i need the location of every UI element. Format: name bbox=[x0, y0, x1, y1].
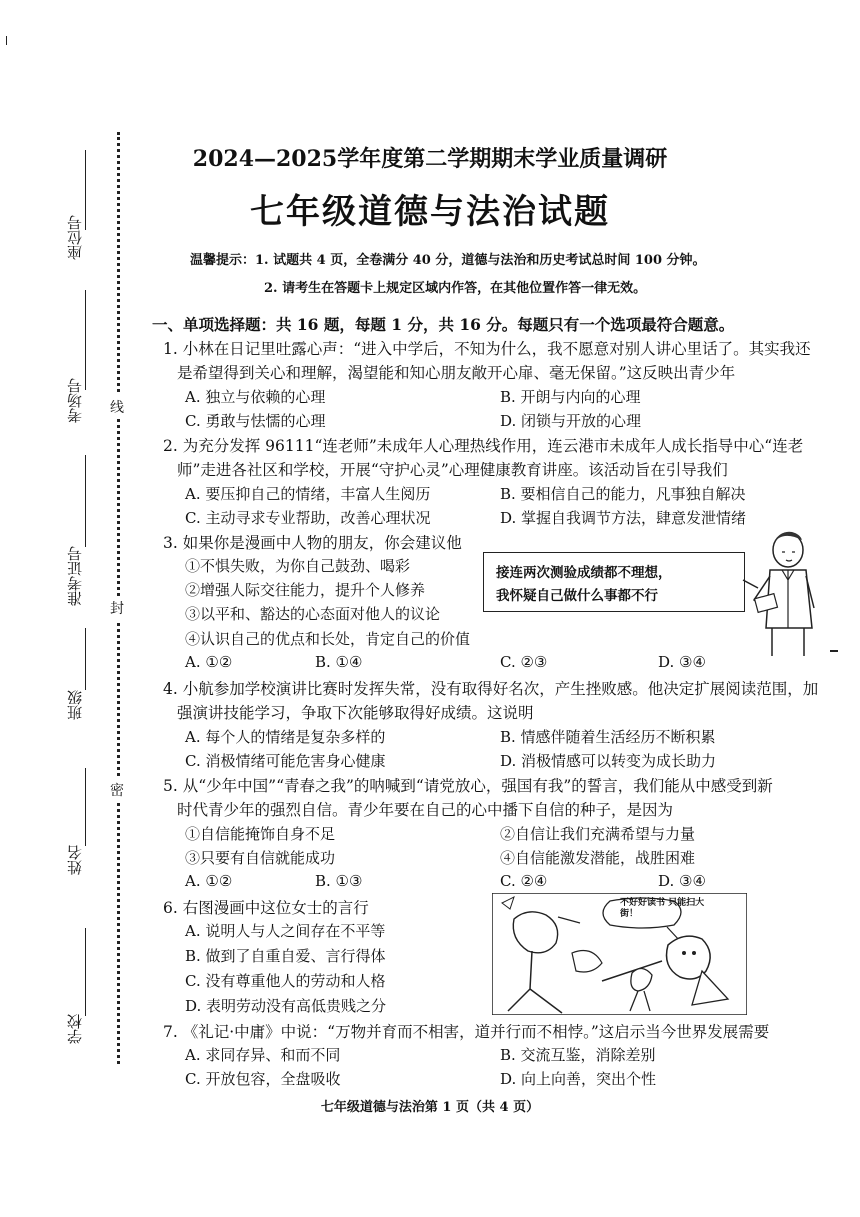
scan-tick bbox=[830, 650, 838, 652]
section-heading: 一、单项选择题：共 16 题，每题 1 分，共 16 分。每题只有一个选项最符合题意。 bbox=[152, 315, 735, 334]
seat-number-label: 座位号 bbox=[66, 215, 84, 260]
page-footer: 七年级道德与法治第 1 页（共 4 页） bbox=[320, 1100, 540, 1115]
scan-mark bbox=[6, 36, 7, 45]
speech-bubble bbox=[483, 552, 745, 612]
q4-option-c: C. 消极情绪可能危害身心健康 bbox=[185, 752, 386, 770]
q5-option-c: C. ②④ bbox=[500, 872, 548, 890]
tip-line-1: 温馨提示：1. 试题共 4 页，全卷满分 40 分，道德与法治和历史考试总时间 100 分钟。 bbox=[190, 253, 706, 268]
tip-line-2: 2. 请考生在答题卡上规定区域内作答，在其他位置作答一律无效。 bbox=[264, 281, 647, 296]
q6-option-c: C. 没有尊重他人的劳动和人格 bbox=[185, 972, 386, 990]
q7-stem: 7. 《礼记·中庸》中说：“万物并育而不相害，道并行而不相悖。”这启示当今世界发展需要 bbox=[163, 1023, 770, 1041]
q5-option-b: B. ①③ bbox=[315, 872, 363, 890]
admission-number-label: 准考证号 bbox=[66, 546, 84, 606]
class-label: 班级 bbox=[66, 690, 84, 720]
q2-option-b: B. 要相信自己的能力，凡事独自解决 bbox=[500, 485, 746, 503]
exam-title: 2024—2025学年度第二学期期末学业质量调研 bbox=[192, 146, 668, 172]
exam-room-label: 考场号 bbox=[66, 378, 84, 423]
q6-stem: 6. 右图漫画中这位女士的言行 bbox=[163, 899, 369, 917]
q3-option-a: A. ①② bbox=[185, 653, 233, 671]
class-line bbox=[85, 628, 86, 690]
q2-option-a: A. 要压抑自己的情绪，丰富人生阅历 bbox=[185, 485, 431, 503]
q7-option-c: C. 开放包容，全盘吸收 bbox=[185, 1070, 341, 1088]
school-label: 学校 bbox=[66, 1014, 84, 1044]
q5-statement-3: ③只要有自信就能成功 bbox=[185, 849, 336, 867]
admission-number-line bbox=[85, 455, 86, 547]
exam-room-line bbox=[85, 290, 86, 390]
name-label: 姓名 bbox=[66, 845, 84, 875]
q6-option-d: D. 表明劳动没有高低贵贱之分 bbox=[185, 997, 387, 1015]
q3-option-b: B. ①④ bbox=[315, 653, 363, 671]
school-line bbox=[85, 928, 86, 1016]
q4-option-a: A. 每个人的情绪是复杂多样的 bbox=[185, 728, 386, 746]
q5-option-d: D. ③④ bbox=[658, 872, 706, 890]
q3-option-d: D. ③④ bbox=[658, 653, 706, 671]
q2-stem-line2: 师”走进各社区和学校，开展“守护心灵”心理健康教育讲座。该活动旨在引导我们 bbox=[177, 461, 728, 479]
q2-stem-line1: 2. 为充分发挥 96111“连老师”未成年人心理热线作用，连云港市未成年人成长指导中心“连老 bbox=[163, 437, 804, 455]
q5-statement-1: ①自信能掩饰自身不足 bbox=[185, 825, 336, 843]
q4-stem-line2: 强演讲技能学习，争取下次能够取得好成绩。这说明 bbox=[177, 704, 534, 722]
q5-statement-4: ④自信能激发潜能，战胜困难 bbox=[500, 849, 696, 867]
q1-option-a: A. 独立与依赖的心理 bbox=[185, 388, 326, 406]
q6-option-b: B. 做到了自重自爱、言行得体 bbox=[185, 947, 386, 965]
q1-stem-line2: 是希望得到关心和理解，渴望能和知心朋友敞开心扉、毫无保留。”这反映出青少年 bbox=[177, 364, 736, 382]
q2-option-d: D. 掌握自我调节方法，肆意发泄情绪 bbox=[500, 509, 747, 527]
seal-mark-xian: 线 bbox=[110, 395, 124, 419]
q3-stem: 3. 如果你是漫画中人物的朋友，你会建议他 bbox=[163, 534, 462, 552]
q1-option-b: B. 开朗与内向的心理 bbox=[500, 388, 641, 406]
q5-statement-2: ②自信让我们充满希望与力量 bbox=[500, 825, 696, 843]
q4-option-b: B. 情感伴随着生活经历不断积累 bbox=[500, 728, 716, 746]
cartoon-caption: 不好好读书 只能扫大街！ bbox=[620, 898, 705, 919]
student-cartoon-illustration bbox=[742, 528, 822, 658]
seal-mark-mi: 密 bbox=[110, 778, 124, 802]
bubble-text-1: 接连两次测验成绩都不理想， bbox=[496, 565, 672, 581]
seal-mark-feng: 封 bbox=[110, 596, 124, 620]
q7-option-a: A. 求同存异、和而不同 bbox=[185, 1046, 341, 1064]
q5-option-a: A. ①② bbox=[185, 872, 233, 890]
q6-option-a: A. 说明人与人之间存在不平等 bbox=[185, 922, 386, 940]
q3-statement-3: ③以平和、豁达的心态面对他人的议论 bbox=[185, 605, 441, 623]
subject-title: 七年级道德与法治试题 bbox=[250, 192, 610, 232]
q3-statement-4: ④认识自己的优点和长处，肯定自己的价值 bbox=[185, 630, 471, 648]
q7-option-b: B. 交流互鉴，消除差别 bbox=[500, 1046, 656, 1064]
q3-option-c: C. ②③ bbox=[500, 653, 548, 671]
q4-stem-line1: 4. 小航参加学校演讲比赛时发挥失常，没有取得好名次，产生挫败感。他决定扩展阅读范围，加 bbox=[163, 680, 819, 698]
q1-option-c: C. 勇敢与怯懦的心理 bbox=[185, 412, 326, 430]
bubble-text-2: 我怀疑自己做什么事都不行 bbox=[496, 588, 658, 604]
q3-statement-1: ①不惧失败，为你自己鼓劲、喝彩 bbox=[185, 557, 411, 575]
q5-stem-line2: 时代青少年的强烈自信。青少年要在自己的心中播下自信的种子，是因为 bbox=[177, 801, 674, 819]
name-line bbox=[85, 768, 86, 846]
q1-stem-line1: 1. 小林在日记里吐露心声：“进入中学后，不知为什么，我不愿意对别人讲心里话了。其实我还 bbox=[163, 340, 811, 358]
q2-option-c: C. 主动寻求专业帮助，改善心理状况 bbox=[185, 509, 431, 527]
q3-statement-2: ②增强人际交往能力，提升个人修养 bbox=[185, 581, 426, 599]
q4-option-d: D. 消极情感可以转变为成长助力 bbox=[500, 752, 717, 770]
q7-option-d: D. 向上向善，突出个性 bbox=[500, 1070, 657, 1088]
q1-option-d: D. 闭锁与开放的心理 bbox=[500, 412, 642, 430]
q5-stem-line1: 5. 从“少年中国”“青春之我”的呐喊到“请党放心，强国有我”的誓言，我们能从中感受到新 bbox=[163, 777, 773, 795]
